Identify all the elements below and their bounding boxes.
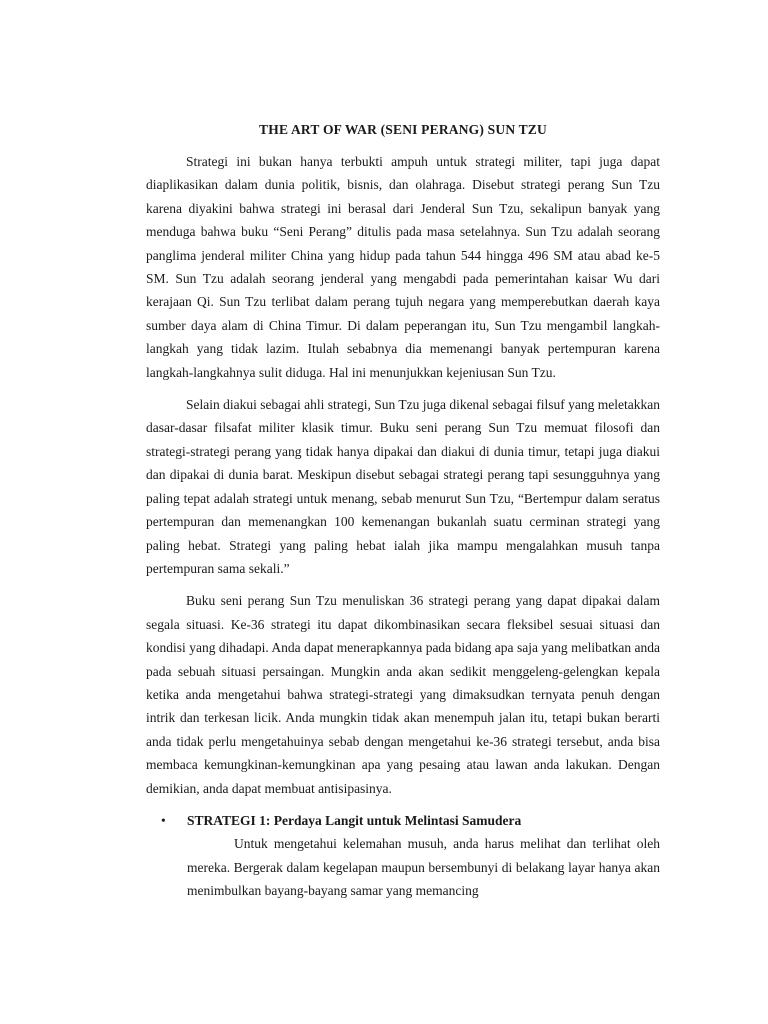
document-page xyxy=(146,120,660,903)
strategy-text: Untuk mengetahui kelemahan musuh, anda harus melihat dan terlihat oleh mereka. Bergerak dalam kegelapan maupun bersembunyi di belakang layar hanya akan menimbulkan bayang-bayang samar yang memancing xyxy=(187,836,660,899)
paragraph-36-strategies: Buku seni perang Sun Tzu menuliskan 36 strategi perang yang dapat dipakai dalam segala situasi. Ke-36 strategi itu dapat dikombinasikan secara fleksibel sesuai situasi dan kondisi yang dihadapi. Anda dapat menerapkannya pada bidang apa saja yang melibatkan anda pada sebuah situasi persaingan. Mungkin anda akan sedikit menggeleng-gelengkan kepala ketika anda mengetahui bahwa strategi-strategi yang dimaksudkan ternyata penuh dengan intrik dan terkesan licik. Anda mungkin tidak akan menempuh jalan itu, tetapi bukan berarti anda tidak perlu mengetahuinya sebab dengan mengetahui ke-36 strategi tersebut, anda bisa membaca kemungkinan-kemungkinan apa yang pesaing atau lawan anda lakukan. Dengan demikian, anda dapat membuat antisipasinya. xyxy=(146,593,660,796)
strategy-list xyxy=(146,809,660,903)
bullet-icon: • xyxy=(161,812,166,828)
strategy-heading: STRATEGI 1: Perdaya Langit untuk Melintasi Samudera xyxy=(187,812,522,828)
document-title: THE ART OF WAR (SENI PERANG) SUN TZU xyxy=(259,122,547,137)
strategy-item xyxy=(146,809,660,903)
paragraph-intro: Strategi ini bukan hanya terbukti ampuh untuk strategi militer, tapi juga dapat diaplikasikan dalam dunia politik, bisnis, dan olahraga. Disebut strategi perang Sun Tzu karena diyakini bahwa strategi ini berasal dari Jenderal Sun Tzu, sekalipun banyak yang menduga bahwa buku “Seni Perang” ditulis pada masa setelahnya. Sun Tzu adalah seorang panglima jenderal militer China yang hidup pada tahun 544 hingga 496 SM atau abad ke-5 SM. Sun Tzu adalah seorang jenderal yang mengabdi pada pemerintahan kaisar Wu dari kerajaan Qi. Sun Tzu terlibat dalam perang tujuh negara yang memperebutkan daerah kaya sumber daya alam di China Timur. Di dalam peperangan itu, Sun Tzu mengambil langkah-langkah yang tidak lazim. Itulah sebabnya dia memenangi banyak pertempuran karena langkah-langkahnya sulit diduga. Hal ini menunjukkan kejeniusan Sun Tzu. xyxy=(146,154,660,380)
paragraph-philosophy: Selain diakui sebagai ahli strategi, Sun Tzu juga dikenal sebagai filsuf yang meletakkan dasar-dasar filsafat militer klasik timur. Buku seni perang Sun Tzu memuat filosofi dan strategi-strategi perang yang tidak hanya dipakai dan diakui di dunia timur, tetapi juga diakui dan dipakai di dunia barat. Meskipun disebut sebagai strategi perang tapi sesungguhnya yang paling tepat adalah strategi untuk menang, sebab menurut Sun Tzu, “Bertempur dalam seratus pertempuran dan memenangkan 100 kemenangan bukanlah suatu cerminan strategi yang paling hebat. Strategi yang paling hebat ialah jika mampu mengalahkan musuh tanpa pertempuran sama sekali.” xyxy=(146,397,660,576)
